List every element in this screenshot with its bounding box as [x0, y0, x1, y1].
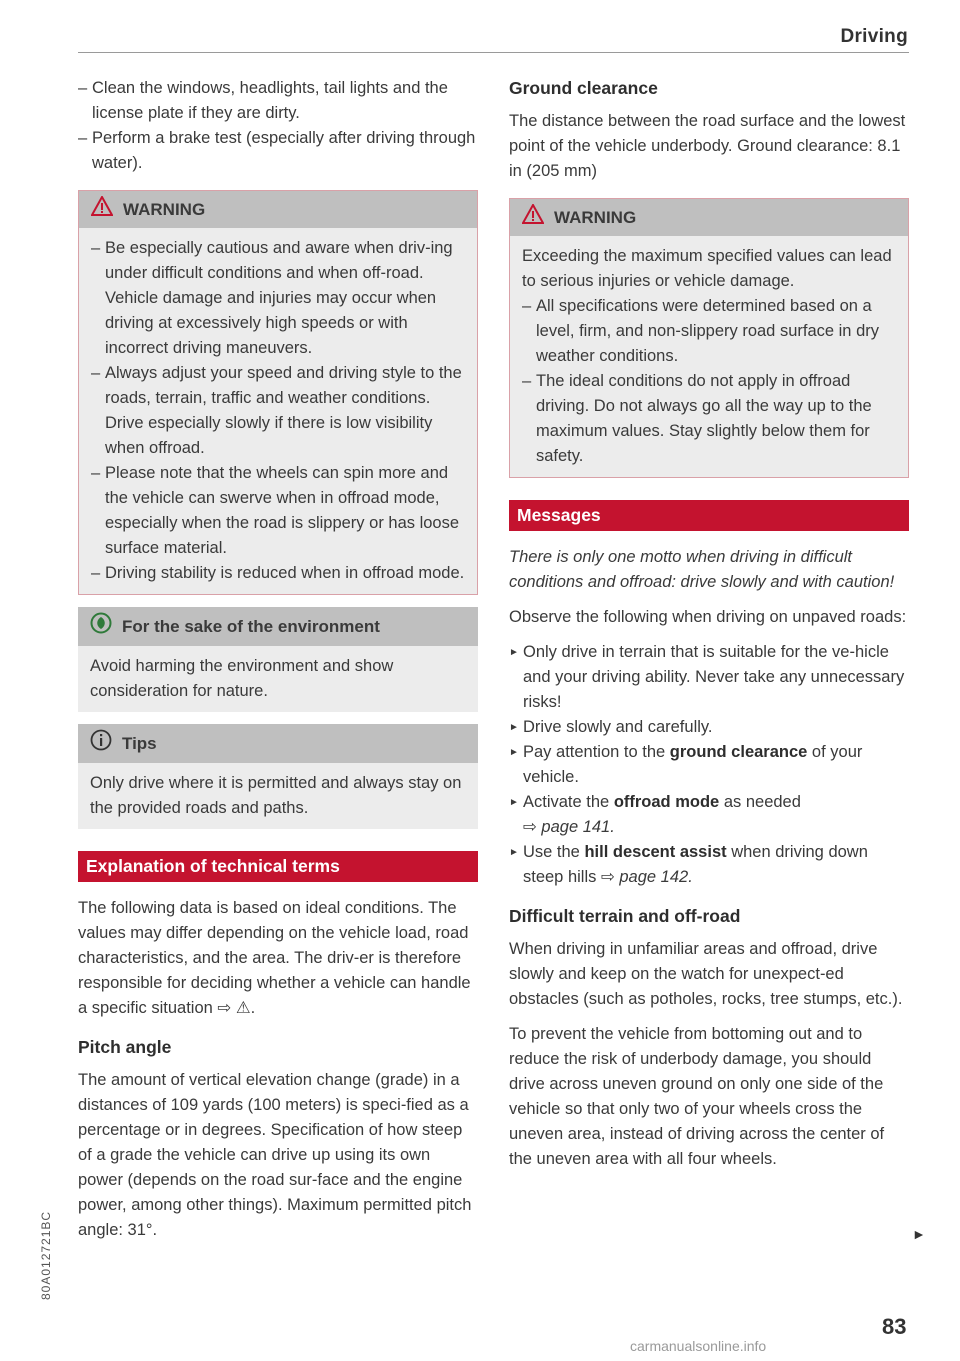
warning-body	[510, 236, 908, 477]
paragraph: To prevent the vehicle from bottoming out and to reduce the risk of underbody damage, you should drive across uneven ground on only one side of the vehicle so that only two of your wheels cross the uneven area, instead of driving across the center of the uneven area with all four wheels.	[509, 1025, 885, 1168]
page-reference[interactable]: ⇨ page 142.	[600, 868, 693, 886]
environment-title: For the sake of the environment	[122, 617, 380, 636]
paragraph: When driving in unfamiliar areas and offroad, drive slowly and keep on the watch for unexpect-ed obstacles (such as potholes, rocks, tree stumps, etc.).	[509, 940, 903, 1008]
warning-box	[509, 198, 909, 478]
environment-header	[78, 607, 478, 646]
list-item: ► Use the hill descent assist when driving down steep hills ⇨ page 142.	[509, 840, 909, 890]
page-reference[interactable]: ⇨ page 141.	[523, 818, 615, 836]
motto: There is only one motto when driving in difficult conditions and offroad: drive slowly and with caution!	[509, 548, 895, 591]
subheading: Pitch angle	[78, 1037, 172, 1057]
warning-reference[interactable]: ⇨ ⚠.	[217, 999, 256, 1017]
tips-header	[78, 724, 478, 763]
intro-list	[78, 76, 478, 176]
list-item: – Always adjust your speed and driving style to the roads, terrain, traffic and weather conditions. Drive especially slowly if there is low visibility when offroad.	[91, 361, 465, 461]
list-item: ► Only drive in terrain that is suitable for the ve-hicle and your driving ability. Never take any unnecessary risks!	[509, 640, 909, 715]
list-item: ► Pay attention to the ground clearance of your vehicle.	[509, 740, 909, 790]
warning-title: WARNING	[554, 208, 637, 227]
watermark: carmanualsonline.info	[630, 1338, 767, 1354]
list-item: ► Activate the offroad mode as needed ⇨ page 141.	[509, 790, 909, 840]
section-title: Driving	[840, 26, 908, 47]
list-item: – Clean the windows, headlights, tail lights and the license plate if they are dirty.	[78, 76, 478, 126]
page-number: 83	[882, 1314, 907, 1339]
document-code: 80A012721BC	[39, 1210, 53, 1300]
warning-title: WARNING	[123, 200, 206, 219]
subheading: Difficult terrain and off-road	[509, 906, 741, 926]
environment-box	[78, 607, 478, 712]
environment-body	[78, 646, 478, 712]
warning-header	[79, 191, 477, 228]
right-column	[509, 76, 909, 1182]
warning-header	[510, 199, 908, 236]
subheading: Ground clearance	[509, 78, 658, 98]
warning-box	[78, 190, 478, 595]
warning-triangle-icon	[522, 204, 544, 231]
list-item: – The ideal conditions do not apply in offroad driving. Do not always go all the way up to the maximum values. Stay slightly below them for safety.	[522, 369, 896, 469]
tips-body	[78, 763, 478, 829]
warning-body	[79, 228, 477, 594]
tips-box	[78, 724, 478, 829]
list-item: – Driving stability is reduced when in offroad mode.	[91, 561, 465, 586]
warning-triangle-icon	[91, 196, 113, 223]
section-banner: Explanation of technical terms	[78, 851, 478, 882]
paragraph: Observe the following when driving on unpaved roads:	[509, 608, 907, 626]
list-item: – All specifications were determined based on a level, firm, and non-slippery road surface in dry weather conditions.	[522, 294, 896, 369]
step-list	[509, 640, 909, 890]
environment-icon	[90, 612, 112, 641]
section-banner: Messages	[509, 500, 909, 531]
left-column	[78, 76, 478, 1253]
continue-arrow-icon: ►	[912, 1226, 926, 1242]
warning-intro: Exceeding the maximum specified values can lead to serious injuries or vehicle damage.	[522, 247, 892, 290]
environment-text: Avoid harming the environment and show consideration for nature.	[90, 657, 394, 700]
paragraph: The amount of vertical elevation change (grade) in a distances of 109 yards (100 meters) is speci-fied as a percentage or in degrees. Specification of how steep of a grade the vehicle can drive up using its own power (depends on the road sur-face and the engine power, among other things). Maximum permitted pitch angle: 31°.	[78, 1071, 472, 1239]
list-item: – Perform a brake test (especially after driving through water).	[78, 126, 478, 176]
info-icon	[90, 729, 112, 758]
list-item: ► Drive slowly and carefully.	[509, 715, 909, 740]
paragraph: The distance between the road surface and the lowest point of the vehicle underbody. Ground clearance: 8.1 in (205 mm)	[509, 112, 906, 180]
list-item: – Be especially cautious and aware when driv-ing under difficult conditions and when off-road. Vehicle damage and injuries may occur when driving at excessively high speeds or with incorrect driving maneuvers.	[91, 236, 465, 361]
list-item: – Please note that the wheels can spin more and the vehicle can swerve when in offroad mode, especially when the road is slippery or has loose surface material.	[91, 461, 465, 561]
tips-text: Only drive where it is permitted and always stay on the provided roads and paths.	[90, 774, 462, 817]
tips-title: Tips	[122, 734, 157, 753]
paragraph: The following data is based on ideal conditions. The values may differ depending on the vehicle load, road characteristics, and the area. The driv-er is therefore responsible for deciding whether a vehicle can handle a specific situation ⇨ ⚠.	[78, 899, 471, 1017]
header-rule	[78, 52, 909, 53]
